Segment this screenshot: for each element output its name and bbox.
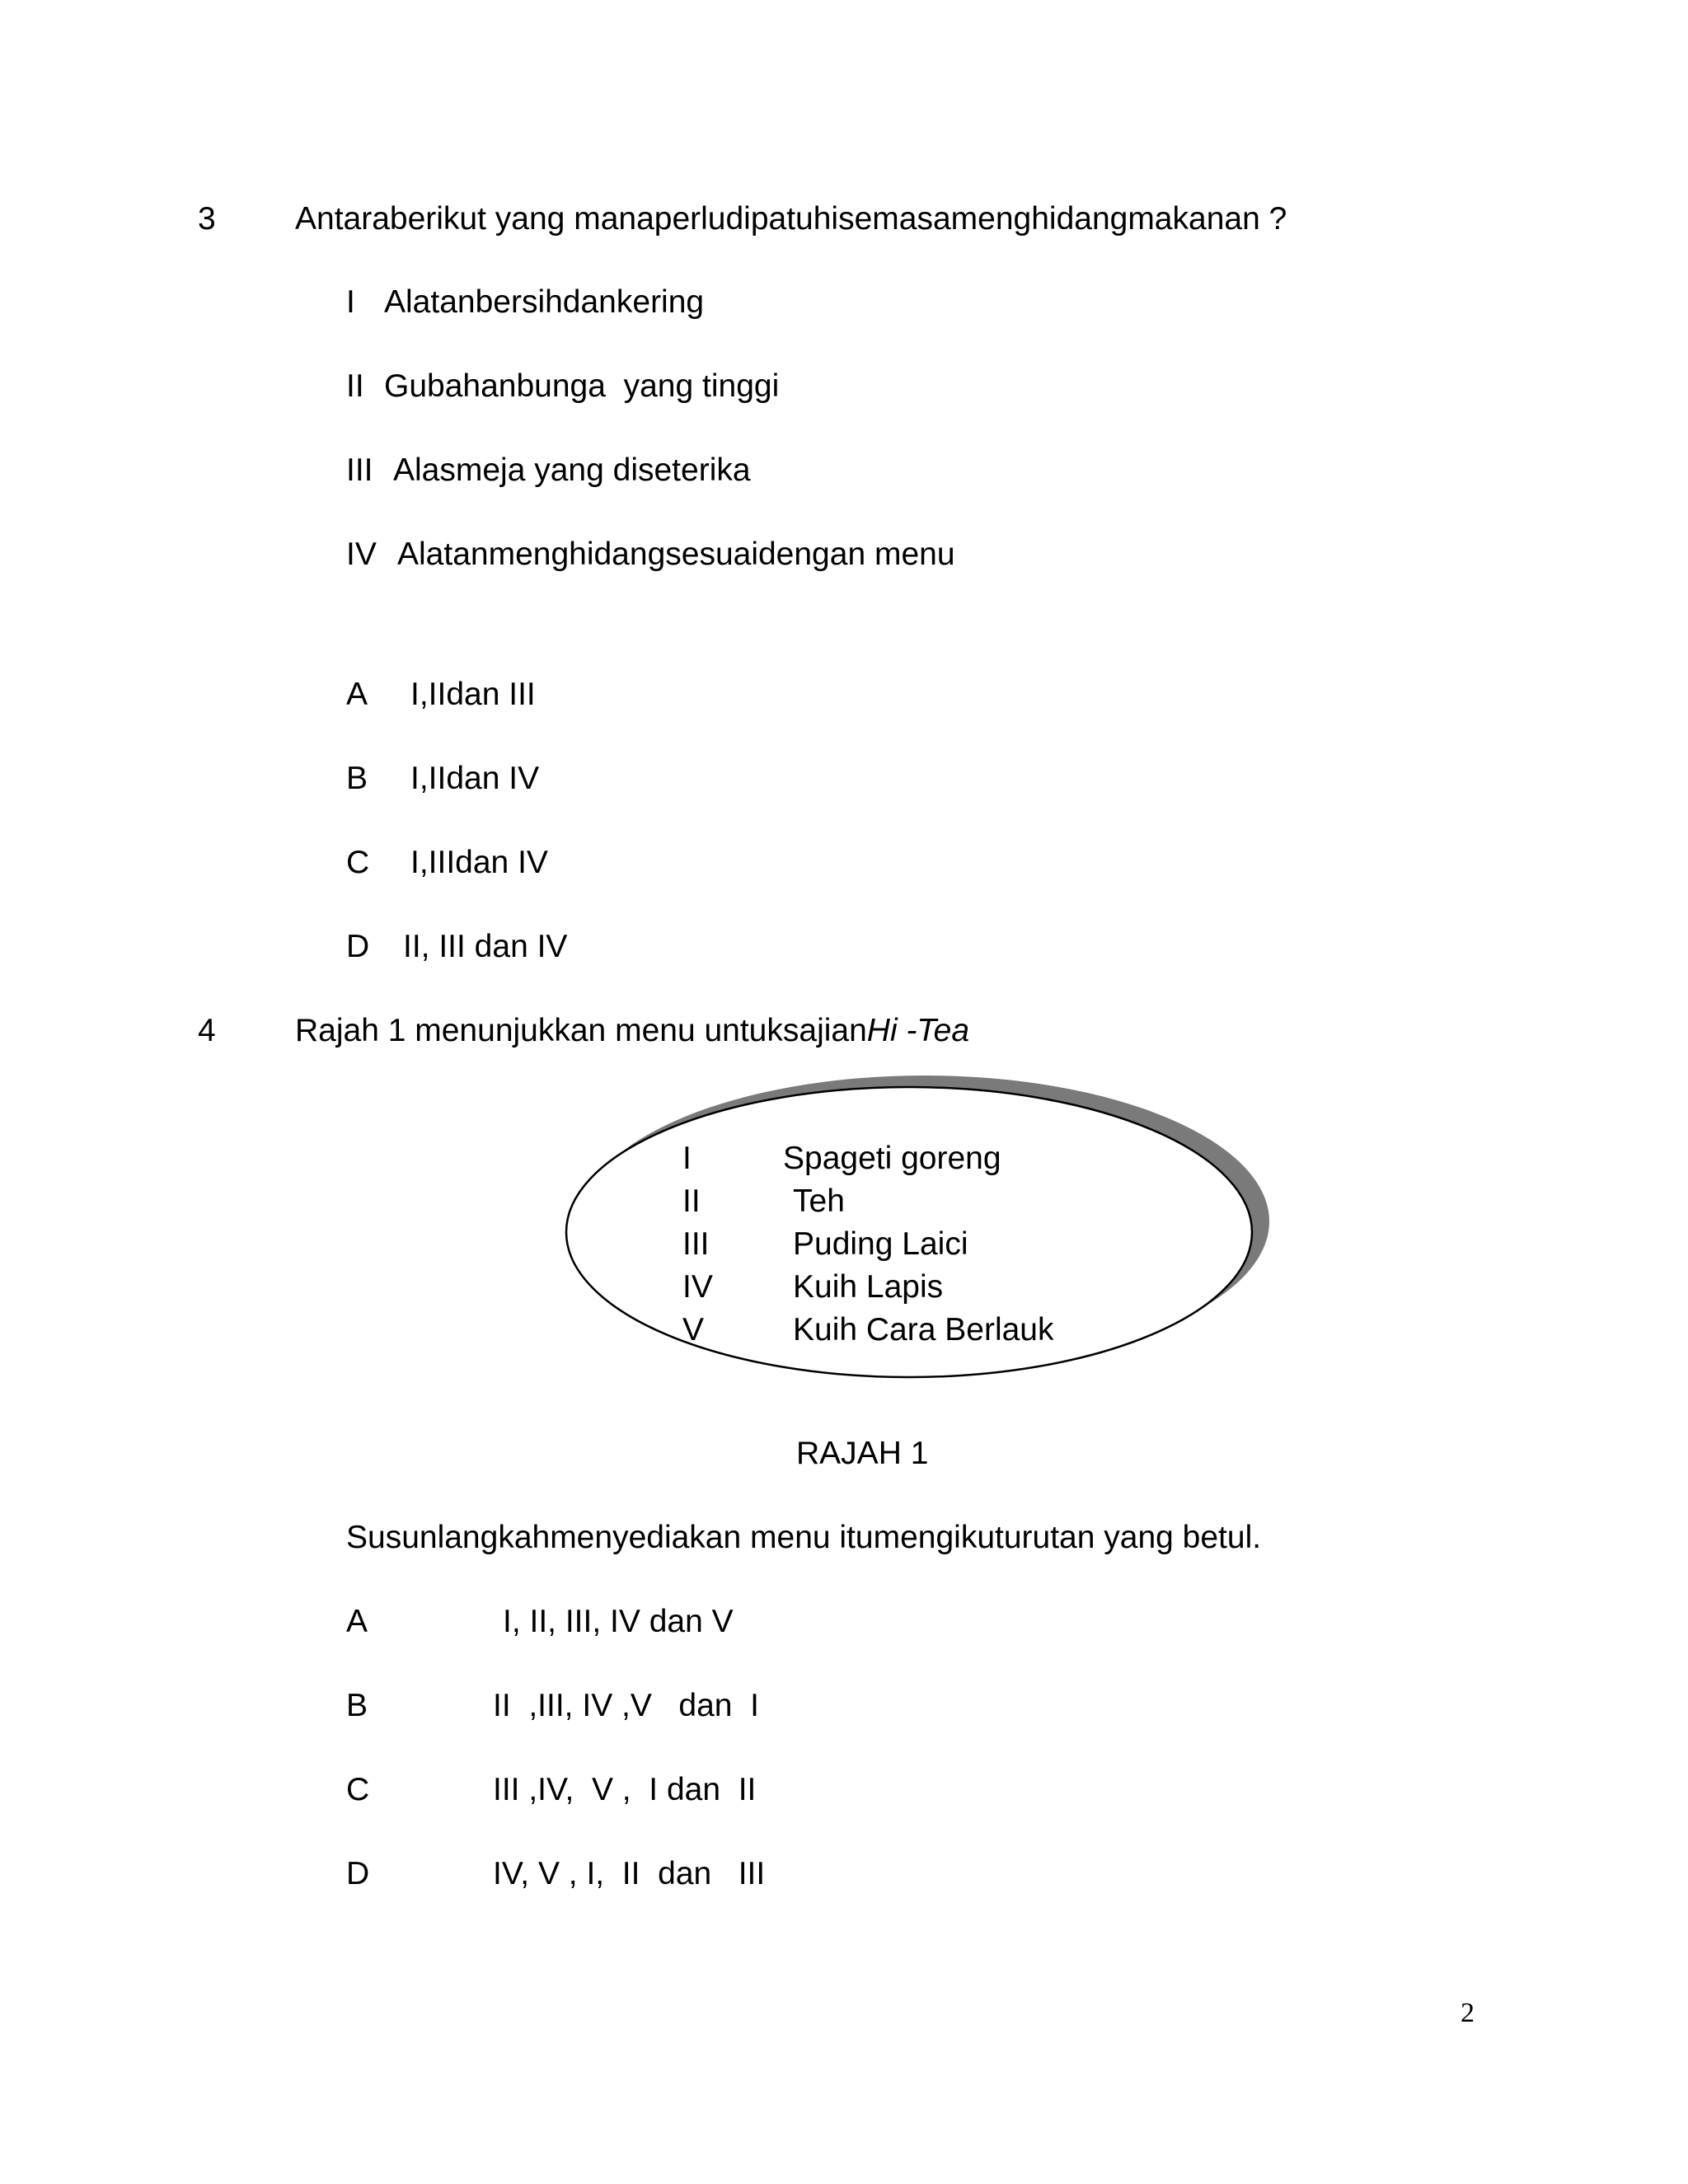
statement-number: III: [346, 452, 373, 488]
statement-text: Alatanmenghidangsesuaidengan menu: [397, 537, 955, 572]
question-4-text-italic: Hi -Tea: [866, 1013, 970, 1048]
question-4-text: [295, 1015, 969, 1047]
question-4-number: 4: [198, 1013, 216, 1048]
question-4-instruction: Susunlangkahmenyediakan menu itumengikuturutan yang betul.: [346, 1520, 1262, 1555]
question-3-text: Antaraberikut yang manaperludipatuhisemasamenghidangmakanan ?: [295, 201, 1287, 237]
menu-number: I: [682, 1141, 692, 1176]
option-letter: A: [346, 677, 368, 712]
statement-text: Alasmeja yang diseterika: [393, 452, 751, 488]
option-letter: B: [346, 1688, 368, 1723]
menu-item: Kuih Cara Berlauk: [793, 1312, 1054, 1347]
menu-number: III: [682, 1226, 710, 1262]
option-text: I, II, III, IV dan V: [503, 1604, 734, 1639]
statement-number: II: [346, 368, 364, 404]
option-letter: D: [346, 1856, 370, 1891]
menu-item: Puding Laici: [793, 1226, 968, 1262]
option-letter: A: [346, 1604, 368, 1639]
statement-text: Gubahanbunga yang tinggi: [384, 368, 780, 404]
option-text: I,IIdan III: [410, 677, 536, 712]
menu-number: V: [682, 1312, 705, 1347]
statement-number: I: [346, 284, 355, 320]
option-text: II ,III, IV ,V dan I: [493, 1688, 759, 1723]
statement-text: Alatanbersihdankering: [384, 284, 705, 320]
figure-caption: RAJAH 1: [796, 1436, 929, 1471]
option-text: II, III dan IV: [403, 929, 568, 964]
option-letter: B: [346, 761, 368, 796]
menu-item: Kuih Lapis: [793, 1269, 944, 1305]
option-letter: C: [346, 1772, 370, 1807]
page-number: 2: [1461, 1998, 1475, 2028]
option-letter: D: [346, 929, 370, 964]
option-text: I,IIdan IV: [410, 761, 540, 796]
question-4-text-main: Rajah 1 menunjukkan menu untuksajian: [295, 1013, 867, 1048]
option-text: IV, V , I, II dan III: [493, 1856, 766, 1891]
question-3-number: 3: [198, 201, 216, 237]
menu-item: Teh: [793, 1183, 845, 1219]
option-text: III ,IV, V , I dan II: [493, 1772, 757, 1807]
option-letter: C: [346, 845, 370, 880]
option-text: I,IIIdan IV: [410, 845, 548, 880]
statement-number: IV: [346, 537, 377, 572]
menu-number: II: [682, 1183, 701, 1219]
menu-number: IV: [682, 1269, 713, 1305]
menu-item: Spageti goreng: [783, 1141, 1001, 1176]
